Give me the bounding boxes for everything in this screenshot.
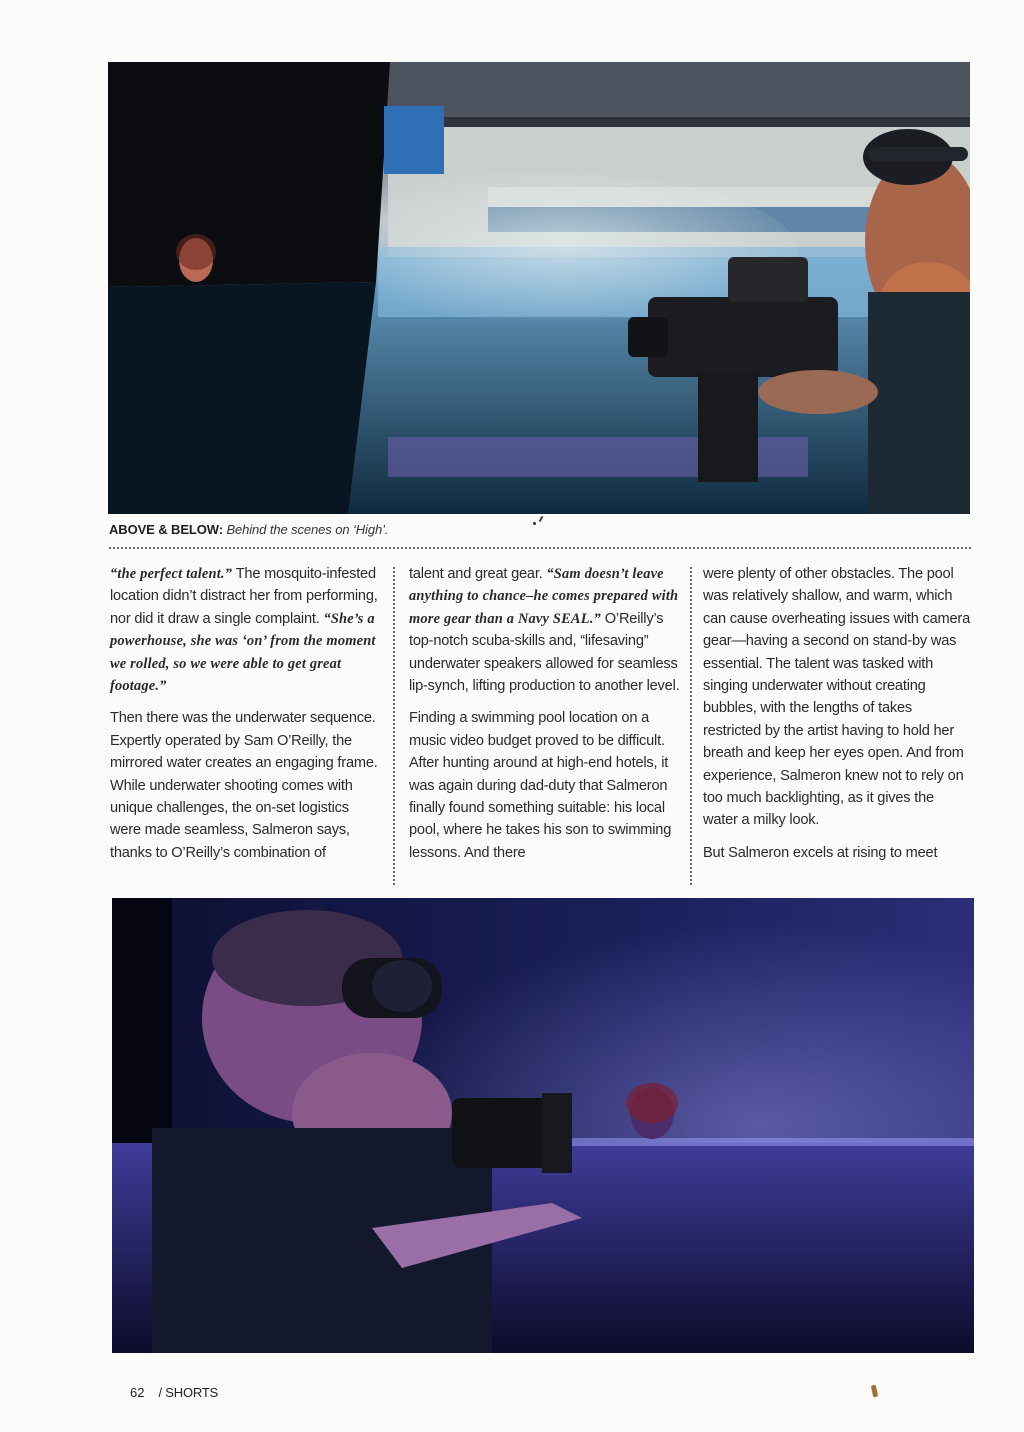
paragraph: Then there was the underwater sequence. Expertly operated by Sam O’Reilly, the mirrored water creates an engaging frame. While underwater shooting comes with unique challenges, the on-set logistics were made seamless, Salmeron says, thanks to O’Reilly’s combination of: [110, 710, 378, 861]
print-speck: [533, 522, 536, 525]
section-name: / SHORTS: [158, 1385, 219, 1400]
paragraph: were plenty of other obstacles. The pool was relatively shallow, and warm, which can cause overheating issues with camera gear—having a second on stand-by was essential. The talent was tasked with singing underwater without creating bubbles, with the lengths of takes restricted by the artist having to hold her breath and keep her eyes open. And from experience, Salmeron knew not to rely on too much backlighting, as it gives the water a milky look.: [703, 566, 970, 829]
print-mark: [871, 1385, 878, 1398]
page-number: 62: [130, 1385, 145, 1400]
caption-label: ABOVE & BELOW:: [109, 522, 223, 537]
bottom-photo: [112, 898, 974, 1353]
print-speck: [539, 516, 544, 522]
paragraph-text: O’Reilly’s top-notch scuba-skills and, “lifesaving” underwater speakers allowed for seamless lip-synch, lifting production to another level.: [409, 610, 680, 695]
paragraph: But Salmeron excels at rising to meet: [703, 844, 938, 861]
top-photo-illustration: [108, 62, 970, 514]
column-divider: [690, 567, 692, 885]
paragraph: [409, 563, 681, 697]
paragraph: [110, 563, 378, 697]
article-column-1: [110, 563, 378, 874]
paragraph-text: The mosquito-infested location didn’t distract her from performing, nor did it draw a single complaint.: [110, 566, 378, 627]
article-column-2: [409, 563, 681, 874]
pull-quote: “Sam doesn’t leave anything to chance–he comes prepared with more gear than a Navy SEAL.”: [409, 566, 679, 627]
column-divider: [393, 567, 395, 885]
photo-caption: [109, 522, 388, 537]
pull-quote: “She’s a powerhouse, she was ‘on’ from the moment we rolled, so we were able to get great footage.”: [110, 610, 376, 695]
caption-divider: [109, 547, 971, 549]
paragraph-text: talent and great gear.: [409, 566, 547, 582]
pull-quote: “the perfect talent.”: [110, 566, 233, 582]
page-footer: [130, 1385, 218, 1400]
article-column-3: [703, 563, 971, 874]
paragraph: Finding a swimming pool location on a music video budget proved to be difficult. After hunting around at high-end hotels, it was again during dad-duty that Salmeron finally found something suitable: his local pool, where he takes his son to swimming lessons. And there: [409, 710, 672, 861]
top-photo: [108, 62, 970, 514]
caption-text: Behind the scenes on ‘High’.: [226, 522, 389, 537]
bottom-photo-illustration: [112, 898, 974, 1353]
